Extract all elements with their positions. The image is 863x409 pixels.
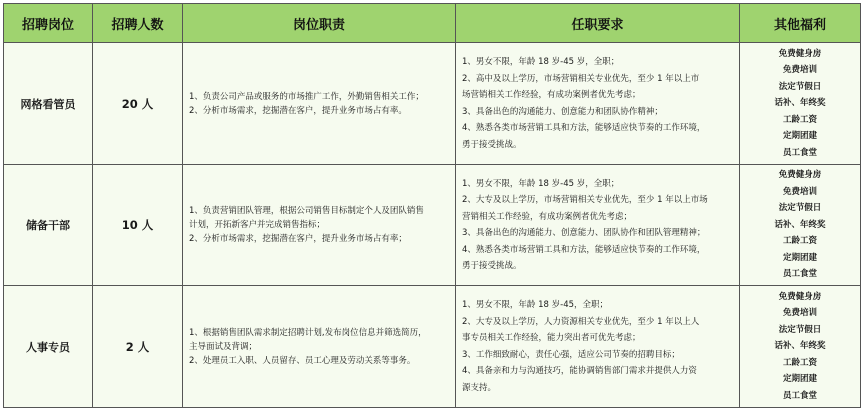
- header-duties: 岗位职责: [183, 4, 456, 43]
- requirement-line: 3、具备出色的沟通能力、创意能力和团队协作精神；: [462, 106, 663, 117]
- duties-cell: [183, 165, 456, 286]
- welfare-item: 话补、年终奖: [774, 219, 826, 230]
- welfare-cell: [740, 165, 861, 286]
- table-row: [4, 43, 861, 165]
- welfare-item: 免费健身房: [778, 291, 822, 302]
- position-cell: 网格看管员: [4, 43, 93, 165]
- duties-cell: [183, 286, 456, 408]
- welfare-item: 员工食堂: [782, 269, 817, 280]
- duty-line: 1、负责营销团队管理，根据公司销售目标制定个人及团队销售: [189, 206, 424, 216]
- header-position: 招聘岗位: [4, 4, 93, 43]
- recruitment-table: [3, 3, 861, 408]
- welfare-item: 免费健身房: [778, 170, 822, 181]
- requirement-line: 事专员相关工作经验，能力突出者可优先考虑；: [462, 333, 641, 343]
- requirement-line: 源支持。: [462, 382, 497, 393]
- requirements-cell: [456, 165, 740, 286]
- welfare-item: 话补、年终奖: [774, 341, 826, 352]
- welfare-item: 法定节假日: [778, 203, 822, 214]
- requirement-line: 3、具备出色的沟通能力、创意能力、团队协作和团队管理精神；: [462, 228, 706, 238]
- welfare-cell: [740, 286, 861, 408]
- duty-line: 计划，开拓新客户并完成销售指标；: [189, 220, 326, 230]
- requirement-line: 2、大专及以上学历，人力资源相关专业优先，至少 1 年以上人: [462, 316, 700, 327]
- header-count: 招聘人数: [93, 4, 183, 43]
- welfare-item: 话补、年终奖: [774, 98, 826, 109]
- requirement-line: 4、熟悉各类市场营销工具和方法，能够适应快节奏的工作环境，: [462, 244, 706, 255]
- duty-line: 1、根据销售团队需求制定招聘计划,发布岗位信息并筛选简历，: [189, 327, 427, 338]
- welfare-item: 法定节假日: [778, 81, 822, 92]
- count-cell: 2 人: [93, 286, 183, 408]
- requirement-line: 4、具备亲和力与沟通技巧，能协调销售部门需求并提供人力资: [462, 366, 697, 376]
- requirement-line: 2、大专及以上学历，市场营销相关专业优先，至少 1 年以上市场: [462, 195, 708, 205]
- header-welfare: 其他福利: [740, 4, 861, 43]
- duty-line: 2、分析市场需求，挖掘潜在客户，提升业务市场占有率；: [189, 234, 407, 244]
- requirement-line: 1、男女不限，年龄 18 岁-45，全职；: [462, 300, 609, 310]
- requirement-line: 场营销相关工作经验，有成功案例者优先考虑；: [462, 90, 641, 100]
- duty-line: 2、分析市场需求，挖掘潜在客户，提升业务市场占有率。: [189, 105, 407, 116]
- header-row: [4, 4, 861, 43]
- duties-cell: [183, 43, 456, 165]
- duty-line: 2、处理员工入职、人员留存、员工心理及劳动关系等事务。: [189, 355, 416, 366]
- requirement-line: 1、男女不限，年龄 18 岁-45 岁，全职；: [462, 57, 620, 67]
- position-cell: 储备干部: [4, 165, 93, 286]
- requirement-line: 1、男女不限，年龄 18 岁-45 岁，全职；: [462, 178, 620, 189]
- duty-line: 主导面试及背调；: [189, 341, 258, 352]
- welfare-item: 定期团建: [782, 374, 817, 385]
- position-cell: 人事专员: [4, 286, 93, 408]
- count-cell: 10 人: [93, 165, 183, 286]
- table-row: [4, 286, 861, 408]
- welfare-item: 工龄工资: [782, 236, 817, 247]
- welfare-item: 免费培训: [782, 65, 817, 76]
- requirement-line: 2、高中及以上学历，市场营销相关专业优先，至少 1 年以上市: [462, 73, 700, 84]
- requirement-line: 3、工作细致耐心，责任心强，适应公司节奏的招聘目标；: [462, 349, 680, 360]
- count-cell: 20 人: [93, 43, 183, 165]
- welfare-item: 免费培训: [782, 186, 817, 197]
- welfare-item: 免费健身房: [778, 48, 822, 59]
- requirement-line: 4、熟悉各类市场营销工具和方法，能够适应快节奏的工作环境，: [462, 123, 706, 133]
- requirement-line: 勇于接受挑战。: [462, 261, 522, 271]
- welfare-item: 法定节假日: [778, 324, 822, 335]
- welfare-item: 员工食堂: [782, 390, 817, 401]
- welfare-cell: [740, 43, 861, 165]
- welfare-item: 员工食堂: [782, 147, 817, 158]
- requirement-line: 勇于接受挑战。: [462, 139, 522, 150]
- welfare-item: 工龄工资: [782, 357, 817, 368]
- duty-line: 1、负责公司产品或服务的市场推广工作，外勤销售相关工作；: [189, 91, 424, 102]
- table-row: [4, 165, 861, 286]
- requirements-cell: [456, 286, 740, 408]
- requirement-line: 营销相关工作经验，有成功案例者优先考虑；: [462, 211, 633, 222]
- welfare-item: 工龄工资: [782, 114, 817, 125]
- welfare-item: 定期团建: [782, 252, 817, 263]
- welfare-item: 免费培训: [782, 308, 817, 319]
- requirements-cell: [456, 43, 740, 165]
- welfare-item: 定期团建: [782, 131, 817, 142]
- header-requirements: 任职要求: [456, 4, 740, 43]
